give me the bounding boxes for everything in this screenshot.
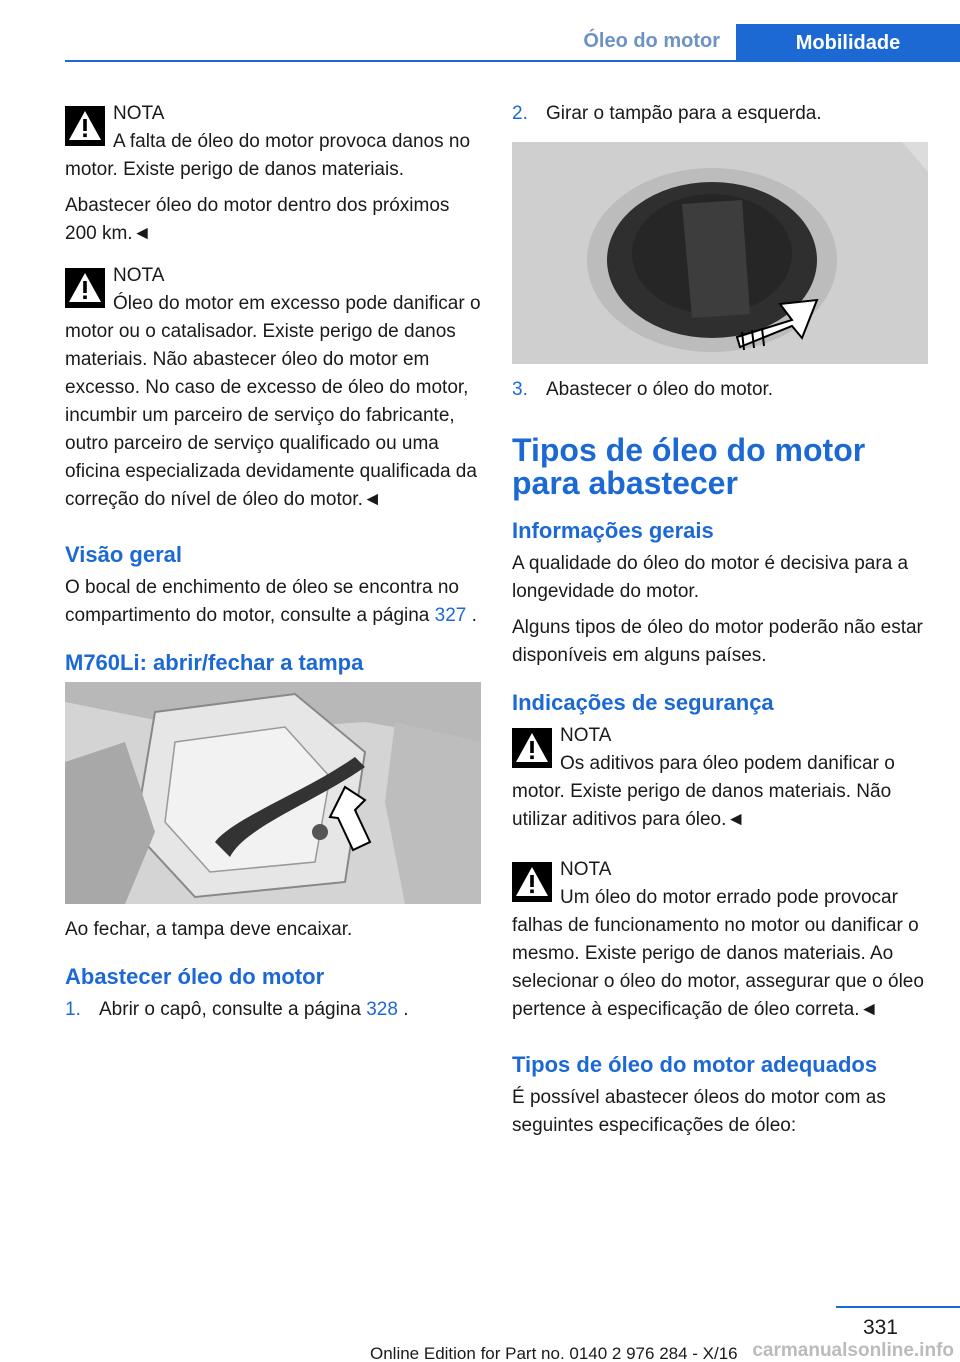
step-item: 1. Abrir o capô, consulte a página 328 . — [65, 996, 481, 1024]
warning-label: NOTA — [113, 265, 165, 286]
step-item: 2. Girar o tampão para a esquerda. — [512, 100, 928, 128]
section-heading-m760: M760Li: abrir/fechar a tampa — [65, 650, 364, 675]
footer-rule — [836, 1306, 960, 1308]
page-number: 331 — [862, 1316, 898, 1339]
warning-label: NOTA — [560, 725, 612, 746]
chapter-tab[interactable]: Mobilidade — [736, 24, 960, 62]
warning-text: Um óleo do motor errado pode provocar falhas de funcionamento no motor ou danificar o mesmo. Existe perigo de danos materiais. Ao selecionar o óleo do motor, assegurar que o óleo pertence à especificação de óleo correta.◄ — [512, 887, 924, 1020]
warning-triangle-icon — [65, 268, 105, 308]
suitable-paragraph: É possível abastecer óleos do motor com as seguintes especificações de óleo: — [512, 1087, 886, 1136]
warning-text: Óleo do motor em excesso pode danificar o motor ou o catalisador. Existe perigo de danos materiais. Não abastecer óleo do motor em excesso. No caso de excesso de óleo do motor, incumbir um parceiro de serviço do fabricante, outro parceiro de serviço qualificado ou uma oficina especializada devidamente qualificada da correção do nível de óleo do motor.◄ — [65, 293, 481, 510]
warning-label: NOTA — [560, 859, 612, 880]
right-column — [512, 100, 928, 1148]
warning-label: NOTA — [113, 103, 165, 124]
section-heading-general: Informações gerais — [512, 518, 714, 543]
warning-note — [65, 262, 481, 522]
section-heading-safety: Indicações de segurança — [512, 690, 774, 715]
left-column — [65, 100, 481, 1024]
warning-note — [512, 856, 928, 1032]
page-link[interactable]: 328 — [366, 999, 398, 1020]
step-number: 3. — [512, 379, 528, 400]
page-link[interactable]: 327 — [434, 605, 467, 626]
section-title[interactable]: Óleo do motor — [583, 30, 720, 52]
section-heading-overview: Visão geral — [65, 542, 182, 567]
section-heading-oil-types: Tipos de óleo do motor para abastecer — [512, 432, 866, 501]
page-header — [65, 24, 960, 62]
warning-extra-text: Abastecer óleo do motor dentro dos próximos 200 km.◄ — [65, 195, 450, 244]
general-paragraph: A qualidade do óleo do motor é decisiva para a longevidade do motor. — [512, 553, 909, 602]
warning-triangle-icon — [65, 106, 105, 146]
watermark: carmanualsonline.info — [752, 1340, 954, 1361]
warning-text: A falta de óleo do motor provoca danos no motor. Existe perigo de danos materiais. — [65, 131, 471, 180]
step-number: 2. — [512, 103, 528, 124]
section-heading-refill: Abastecer óleo do motor — [65, 964, 325, 989]
warning-text: Os aditivos para óleo podem danificar o motor. Existe perigo de danos materiais. Não utilizar aditivos para óleo.◄ — [512, 753, 895, 830]
section-heading-suitable: Tipos de óleo do motor adequados — [512, 1052, 878, 1077]
engine-bay-photo — [65, 682, 481, 904]
warning-note — [65, 100, 481, 192]
step-item: 3. Abastecer o óleo do motor. — [512, 376, 928, 404]
general-paragraph: Alguns tipos de óleo do motor poderão não estar disponíveis em alguns países. — [512, 617, 923, 666]
m760-caption: Ao fechar, a tampa deve encaixar. — [65, 919, 353, 940]
edition-text: Online Edition for Part no. 0140 2 976 284 - X/16 — [370, 1344, 738, 1362]
warning-triangle-icon — [512, 728, 552, 768]
step-number: 1. — [65, 999, 81, 1020]
oil-cap-photo — [512, 142, 928, 364]
warning-note — [512, 722, 928, 842]
warning-triangle-icon — [512, 862, 552, 902]
overview-text: O bocal de enchimento de óleo se encontra no compartimento do motor, consulte a página 327 . — [65, 577, 477, 626]
